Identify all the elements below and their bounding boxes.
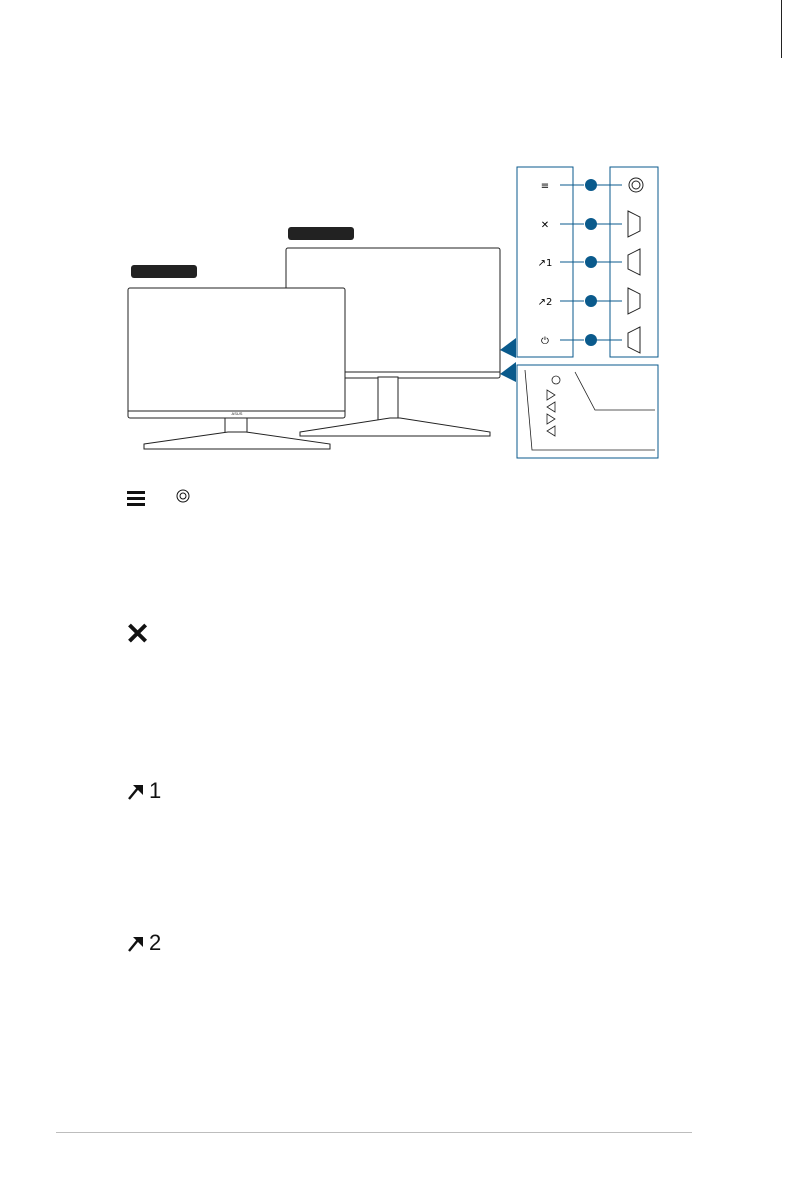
model-label-front xyxy=(131,265,197,278)
desc-shortcut2 xyxy=(125,930,161,956)
callout-dot xyxy=(585,295,597,307)
footer-rule xyxy=(56,1132,692,1133)
button-right xyxy=(628,288,640,314)
monitor-front xyxy=(128,288,345,449)
panel-row-shortcut1 xyxy=(538,249,640,275)
shortcut1-icon: ↗1 xyxy=(537,258,553,269)
close-icon: ✕ xyxy=(125,618,151,651)
closeup-panel xyxy=(517,365,658,458)
button-right xyxy=(628,211,640,237)
desc-shortcut1 xyxy=(125,778,161,804)
menu-icon xyxy=(125,488,147,510)
callout-dot xyxy=(585,256,597,268)
svg-text:ASUS: ASUS xyxy=(231,411,243,416)
shortcut1-icon xyxy=(125,780,147,802)
callout-dot xyxy=(585,334,597,346)
shortcut2-icon xyxy=(125,932,147,954)
panel-row-shortcut2 xyxy=(538,288,640,314)
monitor-controls-figure xyxy=(100,160,665,465)
menu-icon: ≡ xyxy=(540,181,550,192)
callout-dot xyxy=(585,218,597,230)
panel-row-menu xyxy=(541,178,643,192)
panel-row-power xyxy=(541,327,640,353)
cut-line xyxy=(781,0,782,58)
joystick-icon xyxy=(175,488,191,504)
model-label-back xyxy=(288,227,354,240)
shortcut1-number: 1 xyxy=(149,778,162,803)
joystick-button xyxy=(629,178,643,192)
button-left xyxy=(628,327,640,353)
shortcut2-icon: ↗2 xyxy=(537,297,553,308)
desc-close xyxy=(125,620,150,650)
callout-dot xyxy=(585,179,597,191)
button-left xyxy=(628,249,640,275)
panel-row-close xyxy=(541,211,640,237)
power-icon: ⏻ xyxy=(541,336,549,347)
panel-rows xyxy=(538,178,643,353)
shortcut2-number: 2 xyxy=(149,930,162,955)
close-icon: ✕ xyxy=(540,220,550,231)
desc-menu-joystick xyxy=(125,488,191,515)
